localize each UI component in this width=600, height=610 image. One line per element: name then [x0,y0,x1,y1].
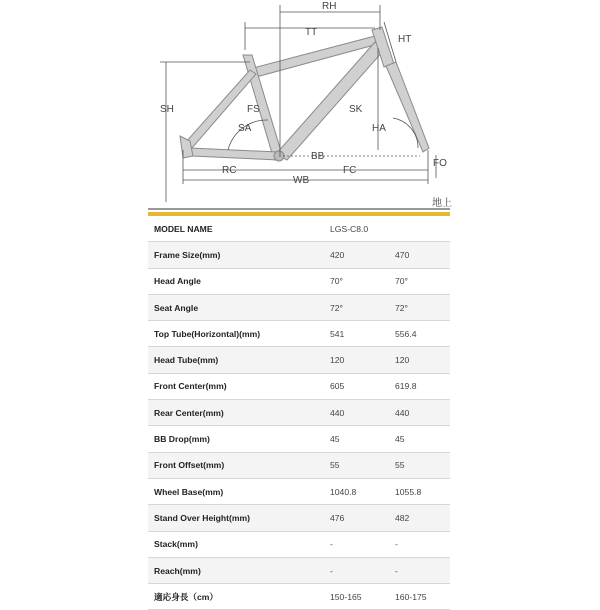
row-value-420: 420 [330,242,395,268]
dim-label-sk: SK [349,104,363,115]
dim-label-fo: FO [433,158,447,169]
row-label: Front Center(mm) [148,373,330,399]
dim-label-wb: WB [293,175,310,186]
row-value-470: 160-175 [395,584,450,610]
row-value-470: 482 [395,505,450,531]
row-value-470: 120 [395,347,450,373]
dim-label-ht: HT [398,34,412,45]
dim-label-fs: FS [247,104,260,115]
row-label: Rear Center(mm) [148,400,330,426]
row-label: Seat Angle [148,294,330,320]
row-label: Frame Size(mm) [148,242,330,268]
model-name-value: LGS-C8.0 [330,216,450,242]
dim-label-bb: BB [311,151,325,162]
row-value-420: 605 [330,373,395,399]
table-row [148,478,450,504]
row-value-470: 55 [395,452,450,478]
table-row [148,321,450,347]
frame-geometry-diagram [0,0,600,215]
table-row [148,584,450,610]
dim-label-sa: SA [238,123,252,134]
dim-label-tt: TT [305,27,318,38]
table-row [148,400,450,426]
row-value-420: 70° [330,268,395,294]
seat-stay [185,70,256,148]
row-value-420: 541 [330,321,395,347]
row-label: Wheel Base(mm) [148,478,330,504]
row-label: Reach(mm) [148,557,330,583]
row-label: Stand Over Height(mm) [148,505,330,531]
table-row [148,294,450,320]
row-label: Front Offset(mm) [148,452,330,478]
row-value-420: 55 [330,452,395,478]
row-label: BB Drop(mm) [148,426,330,452]
row-value-420: - [330,557,395,583]
row-value-420: 476 [330,505,395,531]
dim-label-rc: RC [222,165,237,176]
dim-label-rh: RH [322,1,337,12]
dim-label-fc: FC [343,165,357,176]
table-header-row [148,216,450,242]
dim-label-ha: HA [372,123,386,134]
row-value-420: 150-165 [330,584,395,610]
row-value-470: 45 [395,426,450,452]
dimension-lines [160,5,436,202]
table-row [148,347,450,373]
table-row [148,505,450,531]
table-row [148,557,450,583]
row-label: Head Angle [148,268,330,294]
geometry-spec-table [148,216,450,610]
row-value-470: 470 [395,242,450,268]
table-row [148,531,450,557]
dim-label-sh: SH [160,104,174,115]
table-row [148,373,450,399]
row-value-420: 72° [330,294,395,320]
row-value-470: - [395,557,450,583]
model-name-label: MODEL NAME [148,216,330,242]
row-value-420: 1040.8 [330,478,395,504]
row-label: 適応身長（cm） [148,584,330,610]
row-value-470: - [395,531,450,557]
row-value-470: 556.4 [395,321,450,347]
row-value-420: 45 [330,426,395,452]
row-label: Head Tube(mm) [148,347,330,373]
row-value-470: 1055.8 [395,478,450,504]
row-value-420: 440 [330,400,395,426]
table-row [148,268,450,294]
row-value-420: - [330,531,395,557]
chain-stay [190,148,278,160]
table-row [148,452,450,478]
table-row [148,242,450,268]
row-value-420: 120 [330,347,395,373]
row-value-470: 72° [395,294,450,320]
table-row [148,426,450,452]
row-value-470: 619.8 [395,373,450,399]
fork [386,62,429,152]
ground-label: 地上 [432,198,452,209]
row-label: Stack(mm) [148,531,330,557]
row-label: Top Tube(Horizontal)(mm) [148,321,330,347]
row-value-470: 440 [395,400,450,426]
row-value-470: 70° [395,268,450,294]
